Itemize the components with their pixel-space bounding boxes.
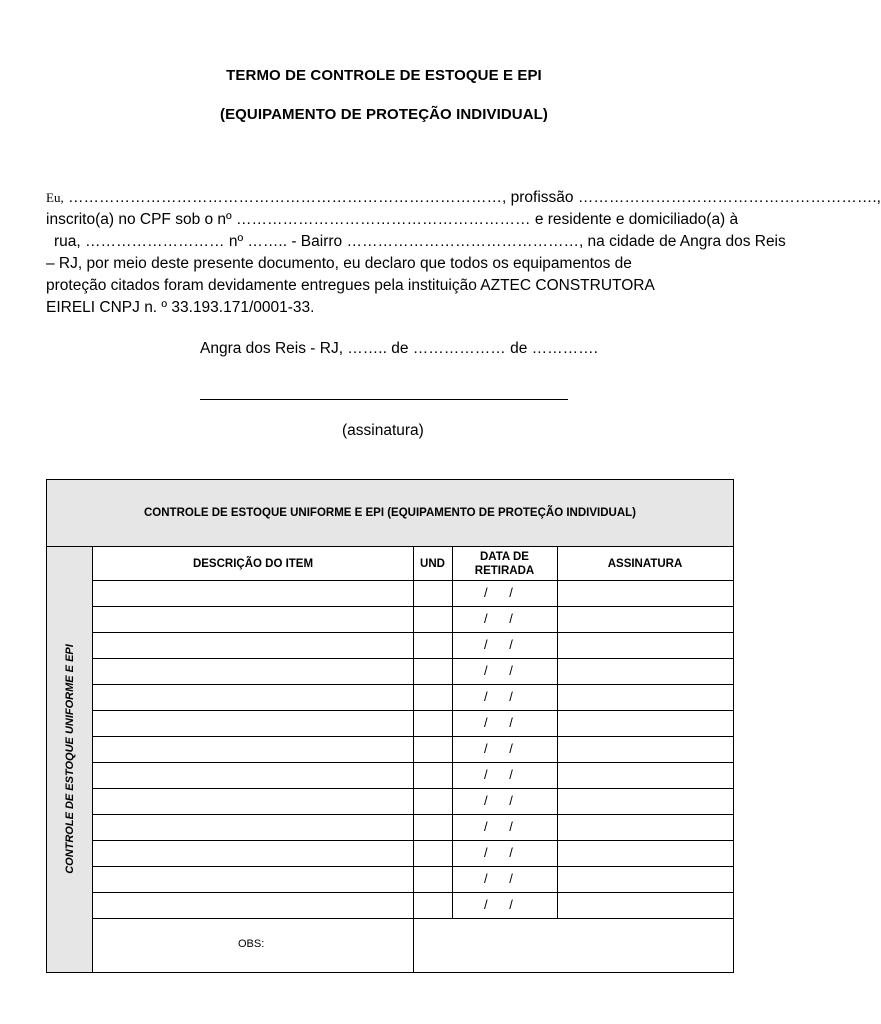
signature-line xyxy=(200,399,568,400)
column-header-date xyxy=(452,547,557,580)
table-title: CONTROLE DE ESTOQUE UNIFORME E EPI (EQUIPAMENTO DE PROTEÇÃO INDIVIDUAL) xyxy=(47,480,733,547)
column-header-date-1: DATA DE xyxy=(480,550,529,563)
table-side-label: CONTROLE DE ESTOQUE UNIFORME E EPI xyxy=(64,644,76,874)
und-cell[interactable] xyxy=(413,711,452,736)
signature-cell[interactable] xyxy=(557,685,733,710)
declaration-line-1 xyxy=(46,187,881,209)
document-title: TERMO DE CONTROLE DE ESTOQUE E EPI xyxy=(226,67,542,84)
item-cell[interactable] xyxy=(93,867,413,892)
und-cell[interactable] xyxy=(413,893,452,918)
und-cell[interactable] xyxy=(413,633,452,658)
signature-cell[interactable] xyxy=(557,867,733,892)
obs-label: OBS: xyxy=(238,938,265,950)
stock-control-table xyxy=(46,479,734,973)
item-cell[interactable] xyxy=(93,711,413,736)
signature-cell[interactable] xyxy=(557,893,733,918)
declaration-line-1-text: …………………………………………………………………………, profissão …………………………………………………., xyxy=(63,189,881,206)
declaration-line-3: rua, ……………………… nº …….. - Bairro ………………………………………, na cidade de Angra dos Reis xyxy=(54,233,786,250)
item-cell[interactable] xyxy=(93,633,413,658)
declaration-paragraph xyxy=(46,187,881,319)
date-field[interactable]: / / xyxy=(484,663,513,678)
signature-cell[interactable] xyxy=(557,737,733,762)
und-cell[interactable] xyxy=(413,685,452,710)
date-field[interactable]: / / xyxy=(484,715,513,730)
item-cell[interactable] xyxy=(93,581,413,606)
date-field[interactable]: / / xyxy=(484,819,513,834)
signature-cell[interactable] xyxy=(557,841,733,866)
signature-cell[interactable] xyxy=(557,659,733,684)
signature-cell[interactable] xyxy=(557,711,733,736)
table-side-header xyxy=(47,547,93,972)
date-field[interactable]: / / xyxy=(484,871,513,886)
date-field[interactable]: / / xyxy=(484,845,513,860)
place-date-line: Angra dos Reis - RJ, …….. de ……………… de …………. xyxy=(200,340,598,357)
signature-cell[interactable] xyxy=(557,581,733,606)
date-field[interactable]: / / xyxy=(484,689,513,704)
und-cell[interactable] xyxy=(413,659,452,684)
obs-field[interactable] xyxy=(414,919,733,972)
column-header-signature: ASSINATURA xyxy=(607,557,683,570)
declaration-line-5: proteção citados foram devidamente entregues pela instituição AZTEC CONSTRUTORA xyxy=(46,277,655,294)
und-cell[interactable] xyxy=(413,737,452,762)
declaration-line-6: EIRELI CNPJ n. º 33.193.171/0001-33. xyxy=(46,299,315,316)
und-cell[interactable] xyxy=(413,789,452,814)
column-header-date-2: RETIRADA xyxy=(474,564,535,577)
item-cell[interactable] xyxy=(93,607,413,632)
date-field[interactable]: / / xyxy=(484,897,513,912)
column-header-und: UND xyxy=(420,557,445,570)
date-field[interactable]: / / xyxy=(484,767,513,782)
signature-label: (assinatura) xyxy=(342,422,424,439)
und-cell[interactable] xyxy=(413,607,452,632)
signature-cell[interactable] xyxy=(557,763,733,788)
signature-cell[interactable] xyxy=(557,789,733,814)
column-divider xyxy=(452,547,453,918)
date-field[interactable]: / / xyxy=(484,741,513,756)
und-cell[interactable] xyxy=(413,581,452,606)
und-cell[interactable] xyxy=(413,867,452,892)
item-cell[interactable] xyxy=(93,841,413,866)
signature-cell[interactable] xyxy=(557,633,733,658)
und-cell[interactable] xyxy=(413,763,452,788)
declaration-eu: Eu, xyxy=(46,190,64,205)
item-cell[interactable] xyxy=(93,659,413,684)
declaration-line-4: – RJ, por meio deste presente documento, eu declaro que todos os equipamentos de xyxy=(46,255,632,272)
item-cell[interactable] xyxy=(93,893,413,918)
column-header-item: DESCRIÇÃO DO ITEM xyxy=(192,557,314,570)
signature-cell[interactable] xyxy=(557,607,733,632)
document-subtitle: (EQUIPAMENTO DE PROTEÇÃO INDIVIDUAL) xyxy=(219,106,549,123)
date-field[interactable]: / / xyxy=(484,611,513,626)
item-cell[interactable] xyxy=(93,815,413,840)
date-field[interactable]: / / xyxy=(484,793,513,808)
date-field[interactable]: / / xyxy=(484,585,513,600)
declaration-line-2: inscrito(a) no CPF sob o nº ………………………………………………… e residente e domiciliado(a) à xyxy=(46,211,739,228)
item-cell[interactable] xyxy=(93,763,413,788)
item-cell[interactable] xyxy=(93,737,413,762)
und-cell[interactable] xyxy=(413,815,452,840)
signature-cell[interactable] xyxy=(557,815,733,840)
item-cell[interactable] xyxy=(93,685,413,710)
date-field[interactable]: / / xyxy=(484,637,513,652)
und-cell[interactable] xyxy=(413,841,452,866)
item-cell[interactable] xyxy=(93,789,413,814)
